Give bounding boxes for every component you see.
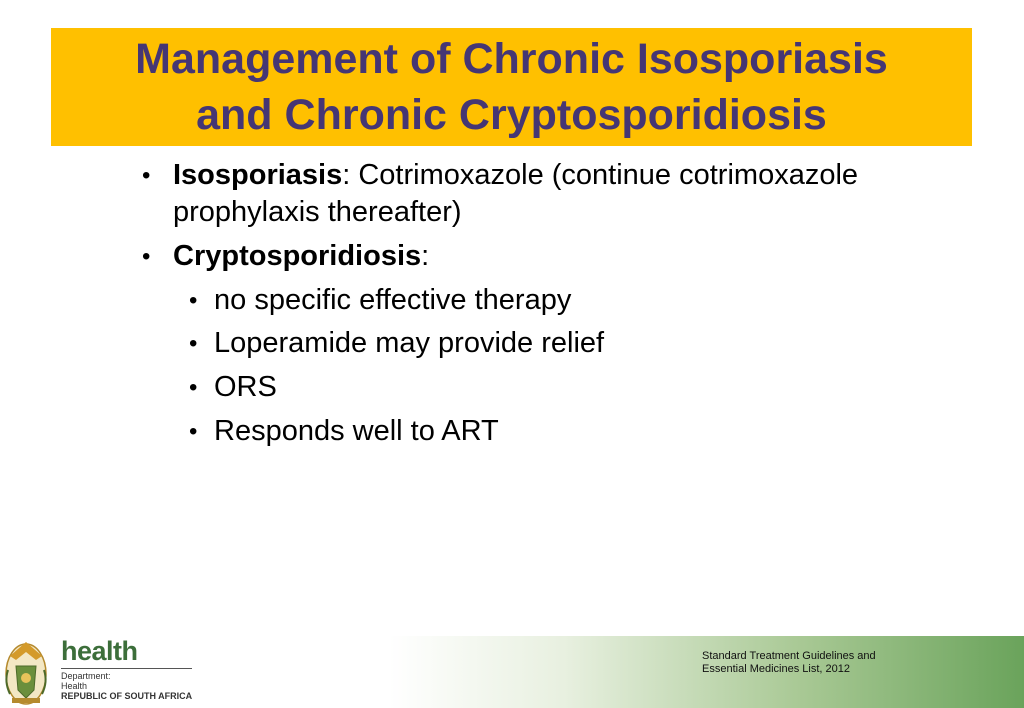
logo-health-label: Health	[61, 681, 88, 691]
bullet-continuation: prophylaxis thereafter)	[173, 196, 462, 228]
bullet-text: :	[421, 240, 430, 272]
coat-of-arms-icon	[6, 642, 46, 704]
bullet-term: Isosporiasis	[173, 159, 343, 191]
bullet-term: Cryptosporidiosis	[173, 240, 422, 272]
sub-bullet-item: no specific effective therapy	[214, 284, 572, 316]
sub-bullet-item: ORS	[214, 371, 277, 403]
sub-bullet-dot: •	[189, 374, 198, 401]
sub-bullet-dot: •	[189, 418, 198, 445]
bullet-dot: •	[142, 162, 151, 189]
footer-caption-line-2: Essential Medicines List, 2012	[702, 663, 850, 675]
sub-bullet-item: Loperamide may provide relief	[214, 327, 605, 359]
footer-caption-line-1: Standard Treatment Guidelines and	[702, 650, 876, 662]
sub-bullet-dot: •	[189, 330, 198, 357]
footer-caption	[702, 650, 876, 676]
logo-country-label: REPUBLIC OF SOUTH AFRICA	[61, 691, 193, 701]
bullet-dot: •	[142, 243, 151, 270]
logo-wordmark: health	[61, 636, 138, 666]
logo-department-label: Department:	[61, 671, 111, 681]
bullet-cryptosporidiosis	[173, 238, 429, 275]
slide-title-line-1: Management of Chronic Isosporiasis	[135, 35, 888, 83]
bullet-text: : Cotrimoxazole (continue cotrimoxazole	[342, 159, 859, 191]
sub-bullet-item: Responds well to ART	[214, 415, 499, 447]
logo-divider	[61, 668, 192, 669]
slide-title-line-2: and Chronic Cryptosporidiosis	[196, 91, 827, 139]
bullet-isosporiasis	[173, 157, 858, 194]
sub-bullet-dot: •	[189, 287, 198, 314]
